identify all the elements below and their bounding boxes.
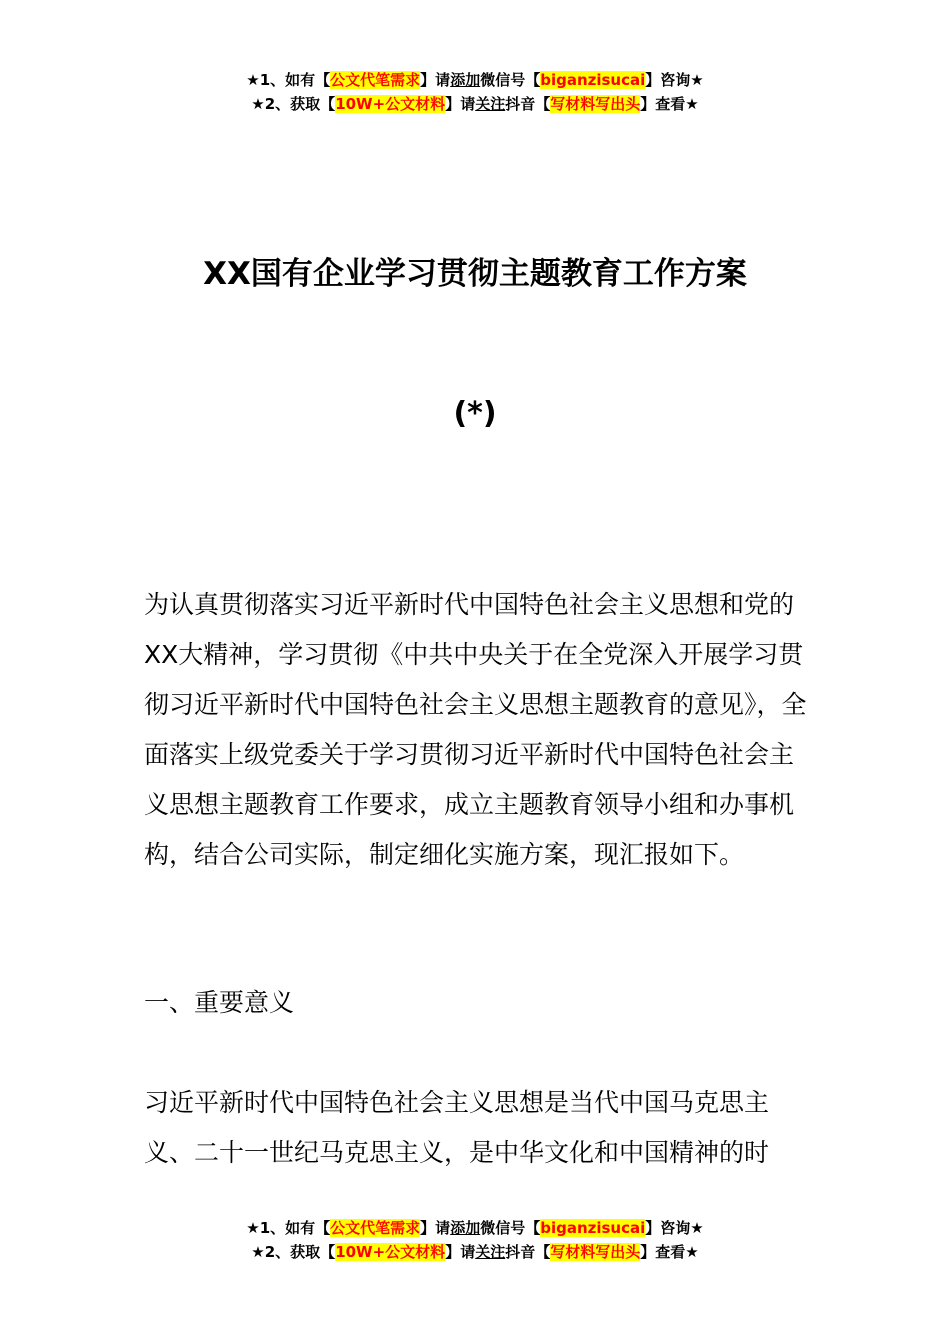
- promo-underlined-text: 关注: [475, 1243, 506, 1261]
- promo-text: 抖音【: [505, 95, 551, 113]
- promo-wechat-id: biganzisucai: [540, 1219, 646, 1237]
- promo-text: ★2、获取【: [251, 95, 336, 113]
- promo-douyin-id: 写材料写出头: [550, 1243, 641, 1261]
- promo-underlined-text: 添加: [450, 71, 481, 89]
- promo-text: ★1、如有【: [246, 1219, 331, 1237]
- promo-text: 】查看★: [640, 95, 699, 113]
- promo-text: 微信号【: [480, 1219, 541, 1237]
- promo-line-1: [0, 1216, 950, 1240]
- header-promo-banner: [0, 68, 950, 116]
- promo-text: 】请: [445, 1243, 476, 1261]
- promo-line-2: [0, 1240, 950, 1264]
- promo-wechat-id: biganzisucai: [540, 71, 646, 89]
- promo-text: 】请: [445, 95, 476, 113]
- section-heading: 一、重要意义: [144, 988, 295, 1017]
- section-body-paragraph: 习近平新时代中国特色社会主义思想是当代中国马克思主义、二十一世纪马克思主义，是中华文化和中国精神的时: [144, 1088, 770, 1167]
- promo-highlight: 公文代笔需求: [330, 71, 421, 89]
- promo-text: 抖音【: [505, 1243, 551, 1261]
- promo-underlined-text: 关注: [475, 95, 506, 113]
- promo-highlight: 公文代笔需求: [330, 1219, 421, 1237]
- promo-text: 微信号【: [480, 71, 541, 89]
- promo-line-2: [0, 92, 950, 116]
- footer-promo-banner: [0, 1216, 950, 1264]
- promo-text: 】请: [420, 71, 451, 89]
- document-title: XX国有企业学习贯彻主题教育工作方案: [203, 256, 747, 292]
- promo-underlined-text: 添加: [450, 1219, 481, 1237]
- promo-line-1: [0, 68, 950, 92]
- document-subtitle: (*): [453, 396, 497, 431]
- promo-highlight: 10W+公文材料: [335, 1243, 446, 1261]
- promo-text: 】请: [420, 1219, 451, 1237]
- promo-douyin-id: 写材料写出头: [550, 95, 641, 113]
- intro-paragraph: 为认真贯彻落实习近平新时代中国特色社会主义思想和党的XX大精神，学习贯彻《中共中央关于在全党深入开展学习贯彻习近平新时代中国特色社会主义思想主题教育的意见》，全面落实上级党委关于学习贯彻习近平新时代中国特色社会主义思想主题教育工作要求，成立主题教育领导小组和办事机构，结合公司实际，制定细化实施方案，现汇报如下。: [144, 590, 807, 869]
- promo-highlight: 10W+公文材料: [335, 95, 446, 113]
- promo-text: ★2、获取【: [251, 1243, 336, 1261]
- promo-text: ★1、如有【: [246, 71, 331, 89]
- promo-text: 】查看★: [640, 1243, 699, 1261]
- promo-text: 】咨询★: [645, 1219, 704, 1237]
- promo-text: 】咨询★: [645, 71, 704, 89]
